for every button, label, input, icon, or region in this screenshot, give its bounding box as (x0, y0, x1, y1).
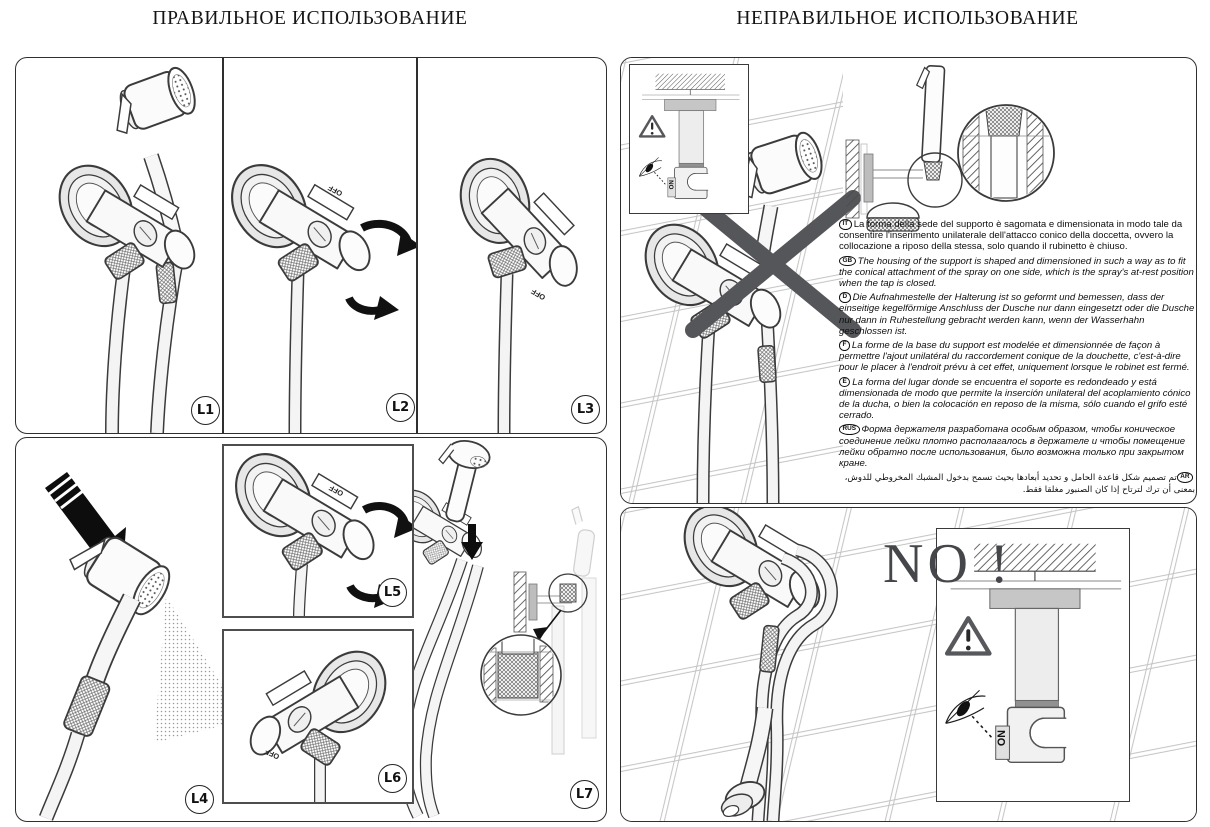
instruction-rus (839, 424, 1195, 469)
instruction-rus-text: Форма держателя разработана особым образом, чтобы коническое соединение лейки плотно располагалось в держателе и чтобы помещение лейки обратно после использования, было возможна только при закрытом кране. (839, 424, 1186, 470)
figure-label-l7 (570, 780, 599, 809)
lang-badge-ar: AR (1177, 472, 1193, 483)
instruction-d-text: Die Aufnahmestelle der Halterung ist so geformt und bemessen, dass der einseitige kegelförmige Anschluss der Dusche nur dann eingesetzt oder die Dusche nur dann in Ruhestellung gebracht werden kann, wenn der Wasserhahn geschlossen ist. (839, 292, 1195, 337)
ghost-spray (563, 506, 598, 577)
instruction-ar (839, 472, 1195, 496)
detail-circle-cross-section (958, 102, 1054, 201)
rotate-arrow-up (362, 224, 416, 256)
valve-off-label: OFF (263, 746, 281, 762)
no-exclamation-text: NO ! (883, 533, 1013, 595)
lang-badge-d: D (839, 292, 851, 303)
rotate-arrow-down (349, 296, 399, 320)
figure-l7-reinsert (384, 438, 598, 816)
correct-use-operation-panel (15, 437, 607, 822)
incorrect-use-title: НЕПРАВИЛЬНОЕ ИСПОЛЬЗОВАНИЕ (736, 8, 1079, 29)
figure-label-l6 (378, 764, 407, 793)
figure-label-l3 (571, 395, 600, 424)
lang-badge-e: E (839, 377, 850, 388)
figure-l2-holder-rotation (222, 58, 416, 433)
lang-badge-gb: GB (839, 256, 856, 267)
figure-label-l2-text: L2 (391, 400, 410, 415)
handle-knurl-grip (62, 675, 111, 738)
instruction-e-text: La forma del lugar donde se encuentra el soporte es redondeado y está dimensionada de modo que permite la inserción unilateral del acoplamiento cónico de la ducha, o bien la colocación en reposo de la misma, sólo cuando el grifo esté cerrado. (839, 376, 1191, 422)
valve-off-label: OFF (327, 483, 345, 499)
multilingual-instructions (839, 219, 1195, 499)
instruction-gb (839, 256, 1195, 290)
instruction-it (839, 219, 1195, 253)
instruction-f (839, 340, 1195, 374)
wall-hatch (514, 572, 526, 632)
correct-use-storage-panel (15, 57, 607, 434)
figure-label-l7-text: L7 (575, 787, 594, 802)
lang-badge-rus: RUS (839, 424, 860, 435)
figure-label-l4 (185, 785, 214, 814)
incorrect-use-hanging-panel (620, 507, 1197, 822)
instruction-ar-text: تم تصميم شكل قاعدة الحامل و تحديد أبعادها بحيث تسمح بدخول المشبك المخروطي للدوش، بمعنى أن ترك لترتاح إذا كان الصنبور مغلقا فقط. (844, 473, 1195, 495)
valve-off-label: OFF (326, 183, 344, 199)
figure-label-l3-text: L3 (576, 402, 595, 417)
instruction-d (839, 292, 1195, 337)
instruction-e (839, 377, 1195, 422)
instruction-gb-text: The housing of the support is shaped and dimensioned in such a way as to fit the conical attachment of the spray on one side, which is the spray's at-rest position when the tap is closed. (839, 255, 1194, 290)
figure-l3-holder-rotated (416, 58, 606, 433)
correct-use-title: ПРАВИЛЬНОЕ ИСПОЛЬЗОВАНИЕ (152, 8, 468, 29)
lang-badge-it: IT (839, 219, 852, 230)
figure-label-l4-text: L4 (190, 792, 209, 807)
figure-label-l5 (378, 578, 407, 607)
instruction-f-text: La forme de la base du support est modelée et dimensionnée de façon à permettre l'ajout unilatéral du raccordement conique de la douchette, c'est-à-dire pour le placer à l'endroit prévu à cet effet, uniquement lorsque le robinet est fermé. (839, 340, 1190, 374)
hose-knurl (156, 262, 177, 304)
figure-label-l6-text: L6 (383, 771, 402, 786)
hose-knurl (758, 345, 776, 382)
figure-l1-spray-in-holder (16, 58, 222, 433)
figure-label-l1 (191, 396, 220, 425)
valve-off-label: OFF (529, 286, 547, 303)
figure-label-l2 (386, 393, 415, 422)
instruction-it-text: La forma della sede del supporto è sagomata e dimensionata in modo tale da consentire l'inserimento unilaterale dell'attacco conico della doccetta, ovvero la collocazione a riposo della stessa, solo quando il rubinetto è chiuso. (839, 219, 1183, 253)
figure-label-l1-text: L1 (196, 403, 215, 418)
figure-label-l5-text: L5 (383, 585, 402, 600)
spray-head (104, 64, 200, 138)
detail-circle-cross-section (481, 634, 561, 715)
lang-badge-f: F (839, 340, 850, 351)
ceiling-warning-inset-small (629, 64, 749, 214)
incorrect-use-explanation-panel (620, 57, 1197, 504)
